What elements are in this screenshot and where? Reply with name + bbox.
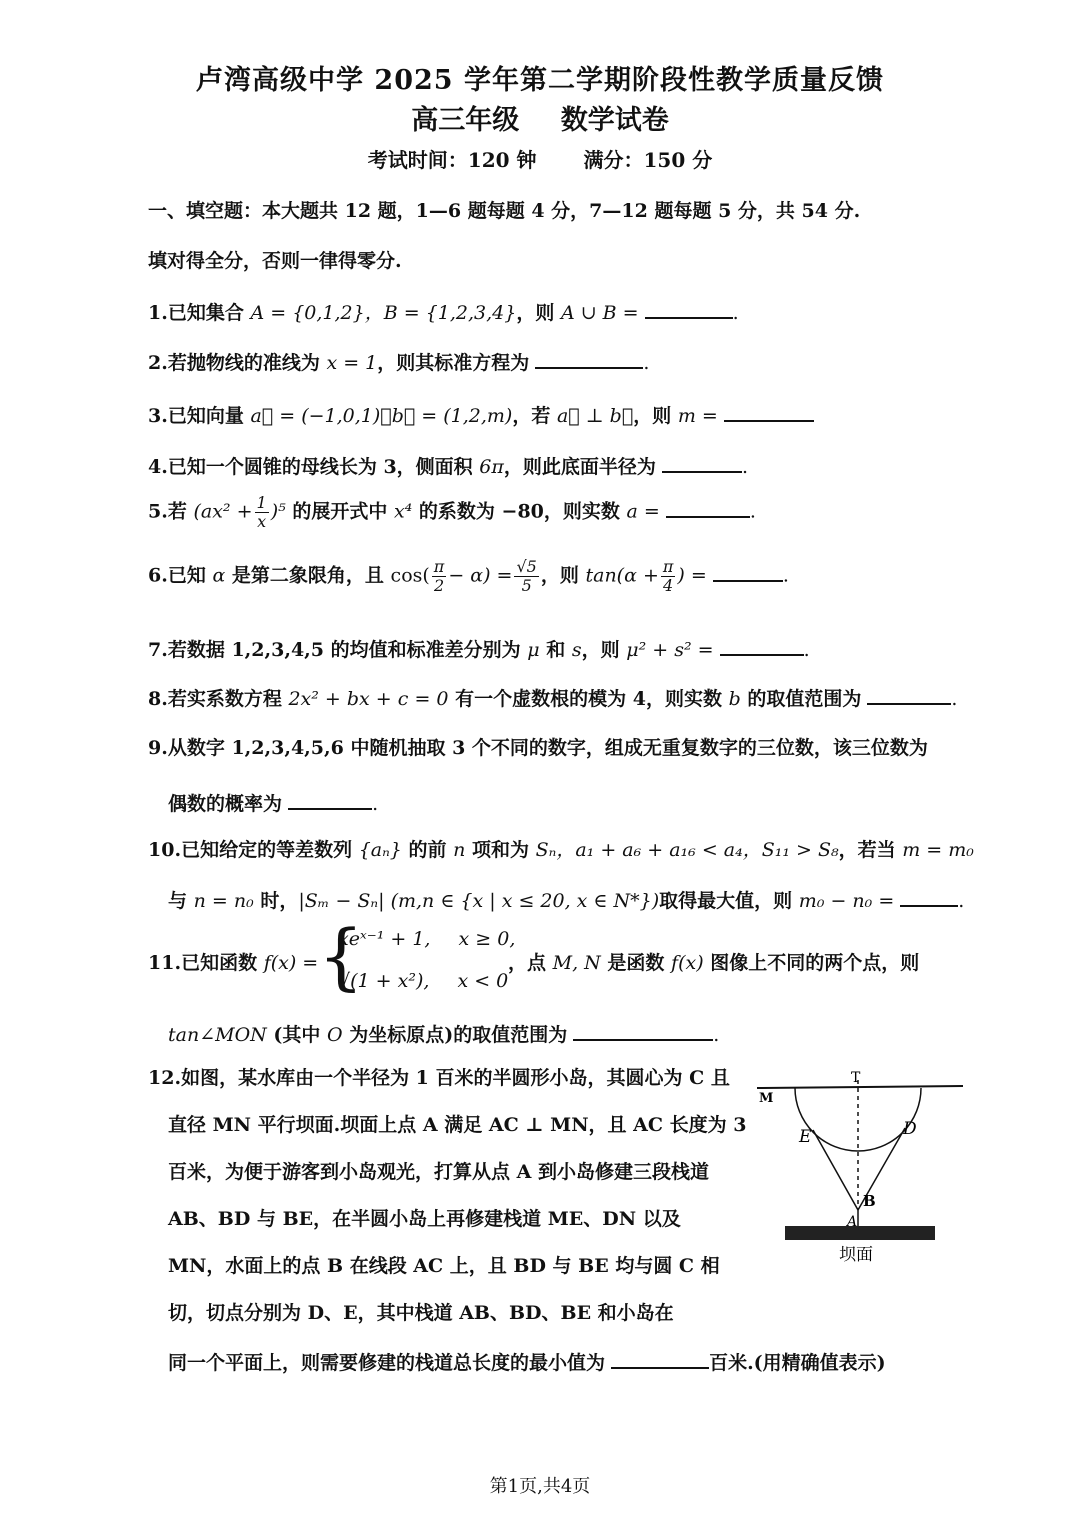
math-expr: ) = (677, 564, 707, 587)
label-d: D (903, 1119, 917, 1139)
fraction (661, 558, 676, 595)
math-expr: a = (626, 500, 660, 523)
answer-blank[interactable] (645, 297, 733, 319)
math-expr: − α) = (448, 564, 513, 587)
question-text: 已知函数 (181, 952, 264, 974)
question-12-line (168, 1347, 886, 1375)
question-number: 7. (148, 639, 168, 661)
question-text: 为坐标原点)的取值范围为 (342, 1024, 568, 1046)
math-expr: m = m₀ (902, 839, 974, 861)
period: . (741, 456, 748, 478)
math-expr: m = (677, 405, 718, 427)
question-number: 6. (148, 564, 168, 587)
math-expr: x < 0 (457, 970, 509, 992)
question-text: ，则 (633, 405, 678, 427)
math-expr: f(x) = (263, 952, 319, 974)
question-text: 是函数 (600, 952, 672, 974)
math-expr: x = 1 (326, 352, 378, 374)
question-text: 已知给定的等差数列 (181, 839, 359, 861)
label-e: E (799, 1127, 812, 1147)
math-expr: {aₙ} (358, 839, 402, 861)
math-expr: m₀ − n₀ = (798, 890, 895, 912)
period: . (958, 890, 965, 912)
label-dam: 坝面 (839, 1245, 873, 1265)
question-text: 时， (253, 890, 299, 912)
math-expr: xeˣ⁻¹ + 1, (338, 928, 431, 950)
period: . (749, 500, 756, 523)
question-5 (148, 494, 756, 531)
period: . (643, 352, 650, 374)
question-7 (148, 634, 810, 662)
question-text: 偶数的概率为 (168, 793, 283, 815)
question-text: 的系数为 −80，则实数 (412, 500, 627, 523)
exam-score: 满分：150 分 (583, 148, 713, 172)
question-text: ，点 (508, 952, 553, 974)
question-number: 4. (148, 456, 168, 478)
question-text: ，则其标准方程为 (377, 352, 530, 374)
piece-case-2 (338, 970, 508, 992)
question-text: 同一个平面上，则需要修建的栈道总长度的最小值为 (168, 1352, 606, 1374)
answer-blank[interactable] (720, 634, 804, 656)
question-11 (148, 948, 318, 975)
question-9-line2 (168, 788, 378, 816)
answer-blank[interactable] (724, 400, 814, 422)
label-b: B (863, 1192, 876, 1210)
period: . (782, 564, 789, 587)
question-12-line (168, 1298, 674, 1325)
exam-title: 卢湾高级中学 2025 学年第二学期阶段性教学质量反馈 (196, 65, 884, 96)
section-instruction: 填对得全分，否则一律得零分. (148, 250, 402, 272)
subject-label: 数学试卷 (560, 105, 669, 136)
question-text: MN，水面上的点 B 在线段 AC 上，且 BD 与 BE 均与圆 C 相 (168, 1255, 720, 1277)
question-text: ，则此底面半径为 (503, 456, 656, 478)
answer-blank[interactable] (611, 1347, 709, 1369)
question-text: 是第二象限角，且 (225, 564, 391, 587)
question-8 (148, 683, 957, 711)
question-text: 切，切点分别为 D、E，其中栈道 AB、BD、BE 和小岛在 (168, 1302, 674, 1324)
fraction (255, 494, 269, 531)
denominator: 5 (521, 576, 532, 595)
answer-blank[interactable] (662, 451, 742, 473)
dam-bar (785, 1226, 935, 1240)
question-4 (148, 451, 748, 479)
question-number: 1. (148, 302, 168, 324)
question-12-line (168, 1157, 709, 1184)
question-text: 与 (168, 890, 194, 912)
question-number: 2. (148, 352, 168, 374)
answer-blank[interactable] (867, 683, 951, 705)
numerator: 1 (256, 493, 267, 512)
question-12-line (168, 1204, 681, 1231)
question-text: AB、BD 与 BE，在半圆小岛上再修建栈道 ME、DN 以及 (168, 1208, 681, 1230)
question-11-line2 (168, 1019, 719, 1047)
question-text: 图像上不同的两个点，则 (703, 952, 920, 974)
question-text: 取得最大值，则 (659, 890, 799, 912)
question-number: 12. (148, 1067, 182, 1089)
question-10-line2 (168, 885, 964, 913)
denominator: 4 (663, 576, 674, 595)
math-expr: √(1 + x²), (338, 970, 430, 992)
question-text: 若数据 1,2,3,4,5 的均值和标准差分别为 (167, 639, 528, 661)
question-12-line (168, 1110, 747, 1137)
piece-case-1 (338, 928, 515, 950)
question-text: 百米，为便于游客到小岛观光，打算从点 A 到小岛修建三段栈道 (168, 1161, 709, 1183)
math-expr: s (571, 639, 582, 661)
piecewise-brace: { (318, 914, 364, 998)
period: . (951, 688, 958, 710)
question-text: 有一个虚数根的模为 4，则实数 (448, 688, 729, 710)
question-text: 若 (167, 500, 194, 523)
question-10 (148, 835, 974, 862)
answer-blank[interactable] (900, 885, 958, 907)
question-text: 已知 (167, 564, 213, 587)
math-expr: μ (527, 639, 540, 661)
math-expr: 6π (479, 456, 504, 478)
question-text: 项和为 (465, 839, 536, 861)
question-2 (148, 347, 649, 375)
math-expr: x ≥ 0, (458, 928, 516, 950)
math-expr: (ax² + (193, 500, 253, 523)
answer-blank[interactable] (666, 496, 750, 518)
math-expr: a⃗ = (−1,0,1)，b⃗ = (1,2,m) (250, 405, 513, 427)
numerator: π (662, 557, 674, 576)
label-t: T (851, 1070, 861, 1086)
numerator: π (433, 557, 445, 576)
question-text: 已知一个圆锥的母线长为 3，侧面积 (167, 456, 480, 478)
page-footer: 第1页,共4页 (489, 1476, 591, 1497)
answer-blank[interactable] (288, 788, 372, 810)
denominator: 2 (433, 576, 445, 595)
question-text: 的前 (401, 839, 454, 861)
reservoir-figure (755, 1060, 970, 1270)
question-text: ，若 (512, 405, 557, 427)
question-text: 已知向量 (167, 405, 251, 427)
be-segment (813, 1130, 858, 1210)
label-m: M (759, 1091, 774, 1106)
question-text: 从数字 1,2,3,4,5,6 中随机抽取 3 个不同的数字，组成无重复数字的三位数，该三位数为 (167, 737, 928, 759)
answer-blank[interactable] (573, 1019, 713, 1041)
exam-meta (0, 144, 1080, 173)
question-text: ，则 (540, 564, 586, 587)
question-text: 的取值范围为 (740, 688, 862, 710)
question-text: ，则 (516, 302, 561, 324)
math-expr: tan∠MON (168, 1024, 267, 1046)
grade-label: 高三年级 (411, 105, 520, 136)
question-number: 11. (148, 952, 182, 974)
question-11-continuation (508, 948, 919, 975)
math-expr: f(x) (671, 952, 704, 974)
exam-time: 考试时间：120 钟 (367, 148, 537, 172)
math-expr: Sₙ，a₁ + a₆ + a₁₆ < a₄，S₁₁ > S₈ (535, 839, 839, 861)
section-heading: 一、填空题：本大题共 12 题，1—6 题每题 4 分，7—12 题每题 5 分，共 54 分. (148, 200, 861, 222)
math-expr: a⃗ ⊥ b⃗ (556, 405, 634, 427)
math-expr: α (212, 564, 226, 587)
question-text: 的展开式中 (285, 500, 394, 523)
answer-blank[interactable] (535, 347, 643, 369)
period: . (803, 639, 810, 661)
math-expr: |Sₘ − Sₙ| (m,n ∈ {x | x ≤ 20, x ∈ N*}) (298, 890, 660, 912)
math-expr: tan(α + (585, 564, 659, 587)
math-expr: O (327, 1024, 343, 1046)
period: . (372, 793, 379, 815)
math-expr: A ∪ B = (560, 302, 639, 324)
question-number: 10. (148, 839, 182, 861)
exam-subtitle (0, 98, 1080, 137)
question-number: 8. (148, 688, 168, 710)
fraction (514, 558, 538, 595)
question-12-line (168, 1251, 720, 1278)
question-text: 和 (539, 639, 572, 661)
denominator: x (257, 512, 267, 531)
label-a: A (847, 1214, 858, 1230)
period: . (713, 1024, 720, 1046)
question-6 (148, 558, 789, 595)
fraction (432, 558, 447, 595)
math-expr: cos( (390, 564, 430, 587)
math-expr: )⁵ (270, 500, 286, 523)
math-expr: x⁴ (393, 500, 413, 523)
question-text: 百米.(用精确值表示) (709, 1352, 886, 1374)
question-text: 已知集合 (167, 302, 251, 324)
question-text: ，若当 (838, 839, 903, 861)
answer-blank[interactable] (713, 560, 783, 582)
numerator: √5 (516, 557, 537, 576)
question-number: 9. (148, 737, 168, 759)
math-expr: M, N (552, 952, 601, 974)
question-1 (148, 297, 739, 325)
question-text: ，则 (581, 639, 627, 661)
diameter-line (757, 1086, 963, 1088)
question-9 (148, 733, 928, 760)
question-text: 若实系数方程 (167, 688, 289, 710)
math-expr: 2x² + bx + c = 0 (288, 688, 449, 710)
math-expr: b (728, 688, 741, 710)
math-expr: A = {0,1,2}，B = {1,2,3,4} (250, 302, 517, 324)
question-text: 若抛物线的准线为 (167, 352, 327, 374)
period: . (732, 302, 739, 324)
question-text: (其中 (266, 1024, 328, 1046)
question-3 (148, 400, 814, 428)
math-expr: n (453, 839, 466, 861)
question-number: 5. (148, 500, 168, 523)
question-12 (148, 1063, 730, 1090)
math-expr: n = n₀ (193, 890, 254, 912)
question-number: 3. (148, 405, 168, 427)
math-expr: μ² + s² = (626, 639, 714, 661)
question-text: 直径 MN 平行坝面.坝面上点 A 满足 AC ⊥ MN，且 AC 长度为 3 (168, 1114, 747, 1136)
question-text: 如图，某水库由一个半径为 1 百米的半圆形小岛，其圆心为 C 且 (181, 1067, 730, 1089)
